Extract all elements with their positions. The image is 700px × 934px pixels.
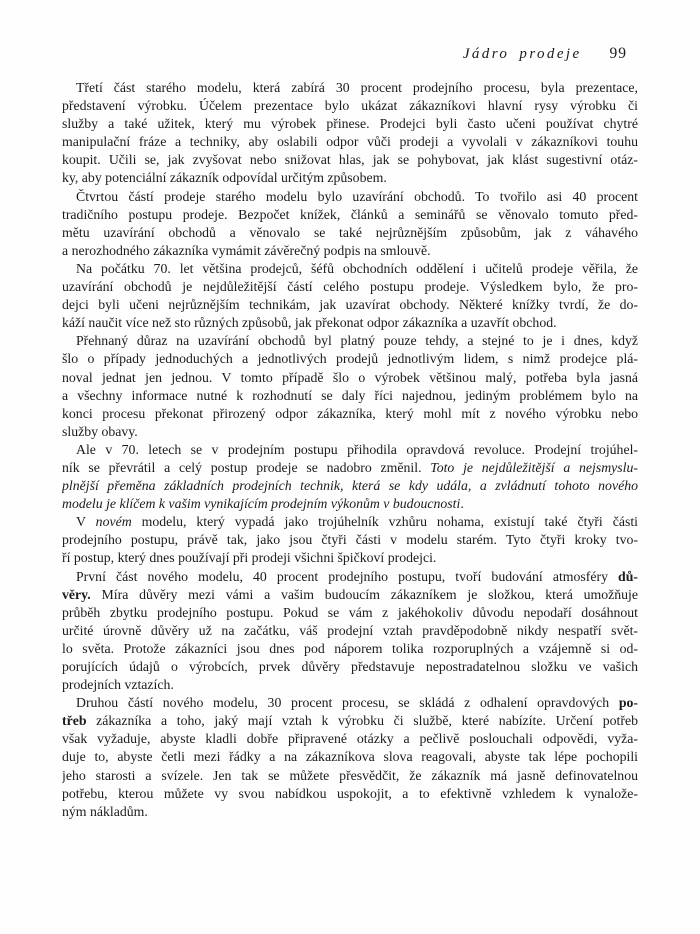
text-run: určité úrovně důvěry už na začátku, váš prodejní vztah pravděpodobně nikdy nespatří svět- — [62, 622, 638, 638]
text-line — [62, 314, 638, 332]
text-line — [62, 423, 638, 441]
text-line — [62, 785, 638, 803]
text-line — [62, 549, 638, 567]
text-run: porujících údajů o výrobcích, prvek důvěry představuje nepostradatelnou složku ve vašich — [62, 659, 638, 674]
text-run: zákazníka a toho, jaký mají vztah k výrobku či službě, které nabízíte. Určení potřeb — [86, 713, 638, 729]
text-line — [62, 658, 638, 676]
text-run: modelu, který vypadá jako trojúhelník vzhůru nohama, existují také čtyři části — [131, 514, 638, 530]
text-line — [62, 369, 638, 387]
text-run: tradičního postupu prodeje. Bezpočet knížek, článků a seminářů se věnovalo tomuto před- — [62, 206, 638, 222]
body-text — [62, 79, 638, 821]
text-run: však vyžaduje, abyste kladli dobře připravené otázky a pečlivě poslouchali odpovědi, vyža- — [62, 731, 638, 747]
text-run: Přehnaný důraz na uzavírání obchodů byl platný pouze tehdy, a stejné to je i dnes, když — [76, 333, 638, 349]
text-run: šlo o případy jednoduchých a jednotlivých prodejů jednotlivým lidem, s nimž prodejce plá- — [62, 351, 638, 367]
paragraph — [62, 260, 638, 332]
text-run: Na počátku 70. let většina prodejců, šéfů obchodních oddělení i učitelů prodeje věřila, že — [76, 260, 638, 276]
paragraph — [62, 694, 638, 821]
text-line — [62, 531, 638, 549]
text-line — [62, 405, 638, 423]
text-run: třeb — [62, 713, 87, 729]
text-line — [62, 767, 638, 785]
text-line — [62, 387, 638, 405]
text-line — [62, 206, 638, 224]
text-run: První část nového modelu, 40 procent prodejního postupu, tvoří budování atmosféry — [76, 568, 619, 584]
text-run: . — [460, 496, 464, 512]
text-run: duje to, abyste četli mezi řádky a na zákazníkova slova reagovali, abyste tak lépe pochopili — [62, 749, 638, 765]
text-run: mětu uzavírání obchodů a věnovalo se také nejrůznějším způsobům, jak z váhavého — [62, 224, 638, 240]
text-run: novém — [95, 514, 132, 530]
text-line — [62, 748, 638, 766]
text-run: manipulační fráze a techniky, aby oslabili odpor vůči prodeji a vyvolali v zákazníkovi touhu — [62, 134, 638, 150]
text-line — [62, 712, 638, 730]
text-run: služby obavy. — [62, 423, 138, 439]
text-run: jeho starosti a svízele. Jen tak se můžete přesvědčit, že zákazník má jasně definovatelnou — [62, 767, 638, 783]
text-line — [62, 79, 638, 97]
text-line — [62, 332, 638, 350]
text-line — [62, 694, 638, 712]
text-line — [62, 441, 638, 459]
text-line — [62, 278, 638, 296]
text-run: noval jednat jen jednou. V tomto případě šlo o výrobek většinou malý, potřeba byla jasná — [62, 369, 638, 385]
text-run: průběh zbytku prodejního postupu. Pokud se vám z jakéhokoliv důvodu nepodaří dosáhnout — [62, 604, 638, 620]
text-run: káží naučit více než sto různých způsobů, jak překonat odpor zákazníka a uzavřít obchod. — [62, 315, 557, 331]
text-run: a všechny informace nutné k rozhodnutí se daly říci najednou, jediným problémem bylo na — [62, 387, 638, 403]
paragraph — [62, 79, 638, 188]
text-line — [62, 459, 638, 477]
text-line — [62, 97, 638, 115]
text-run: ník se převrátil a celý postup prodeje se nadobro změnil. — [62, 459, 431, 475]
running-header — [62, 45, 638, 64]
text-line — [62, 151, 638, 169]
text-line — [62, 730, 638, 748]
text-run: Toto je nejdůležitější a nejsmyslu- — [430, 459, 638, 475]
text-line — [62, 242, 638, 260]
text-line — [62, 586, 638, 604]
text-run: V — [76, 514, 96, 530]
text-run: koupit. Učili se, jak zvyšovat nebo snižovat hlas, jak se pohybovat, jak klást sugestivní otáz- — [62, 152, 638, 168]
text-line — [62, 133, 638, 151]
text-run: ným nákladům. — [62, 803, 148, 819]
text-line — [62, 640, 638, 658]
text-line — [62, 224, 638, 242]
paragraph — [62, 513, 638, 567]
text-run: a nerozhodného zákazníka vymámit závěrečný podpis na smlouvě. — [62, 242, 431, 258]
text-line — [62, 115, 638, 133]
text-run: ky, aby potenciální zákazník odpovídal určitým způsobem. — [62, 170, 387, 186]
text-run: ří postup, který dnes používají při prodeji všichni špičkoví prodejci. — [62, 550, 437, 566]
text-run: Druhou částí nového modelu, 30 procent procesu, se skládá z odhalení opravdových — [76, 695, 619, 711]
text-line — [62, 803, 638, 821]
text-line — [62, 169, 638, 187]
text-run: konci procesu překonat přirozený odpor zákazníka, který mohl mít z nového výrobku nebo — [62, 405, 638, 421]
text-run: služby a také užitek, který mu výrobek přinese. Prodejci byli často učeni používat chytré — [62, 116, 638, 132]
paragraph — [62, 441, 638, 513]
text-run: Čtvrtou částí prodeje starého modelu bylo uzavírání obchodů. To tvořilo asi 40 procent — [76, 188, 638, 204]
paragraph — [62, 568, 638, 695]
text-run: prodejních vztazích. — [62, 677, 174, 693]
page-number: 99 — [609, 45, 627, 62]
text-line — [62, 495, 638, 513]
text-run: věry. — [62, 586, 91, 602]
text-run: potřebu, kterou můžete vy svou nabídkou uspokojit, a to efektivně vzhledem k vynalože- — [62, 785, 638, 801]
text-line — [62, 260, 638, 278]
text-line — [62, 513, 638, 531]
text-run: dů- — [618, 568, 638, 584]
header-title: Jádro prodeje — [462, 46, 582, 62]
paragraph — [62, 332, 638, 441]
text-run: modelu je klíčem k vašim vynikajícím prodejním výkonům v budoucnosti — [62, 496, 461, 512]
text-run: po- — [618, 695, 638, 711]
text-line — [62, 296, 638, 314]
text-run: prodejního postupu, právě tak, jako jsou čtyři části v modelu starém. Tyto čtyři kroky tvo- — [62, 532, 638, 548]
text-run: Ale v 70. letech se v prodejním postupu přihodila opravdová revoluce. Prodejní trojúhel- — [76, 441, 638, 457]
text-line — [62, 622, 638, 640]
text-run: plnější přeměna základních prodejních technik, která se kdy udála, a zvládnutí tohoto nového — [62, 478, 638, 494]
text-run: dejci byli učeni nejrůznějším technikám, jak uzavírat obchody. Některé knížky tvrdí, že do- — [62, 297, 638, 313]
text-line — [62, 350, 638, 368]
text-run: představení výrobku. Účelem prezentace bylo ukázat zákazníkovi hlavní rysy výrobku či — [62, 98, 638, 114]
text-line — [62, 477, 638, 495]
text-line — [62, 604, 638, 622]
text-run: lo světa. Protože zákazníci jsou dnes pod náporem tolika rozporuplných a vzájemně si od- — [62, 640, 638, 656]
paragraph — [62, 188, 638, 260]
text-line — [62, 188, 638, 206]
text-line — [62, 676, 638, 694]
text-run: Třetí část starého modelu, která zabírá 30 procent prodejního procesu, byla prezentace, — [76, 80, 638, 95]
text-run: Míra důvěry mezi vámi a vašim budoucím zákazníkem je složkou, která umožňuje — [90, 586, 638, 602]
text-run: uzavírání obchodů je nejdůležitější částí celého postupu prodeje. Výsledkem bylo, že pro- — [62, 279, 638, 295]
text-line — [62, 568, 638, 586]
